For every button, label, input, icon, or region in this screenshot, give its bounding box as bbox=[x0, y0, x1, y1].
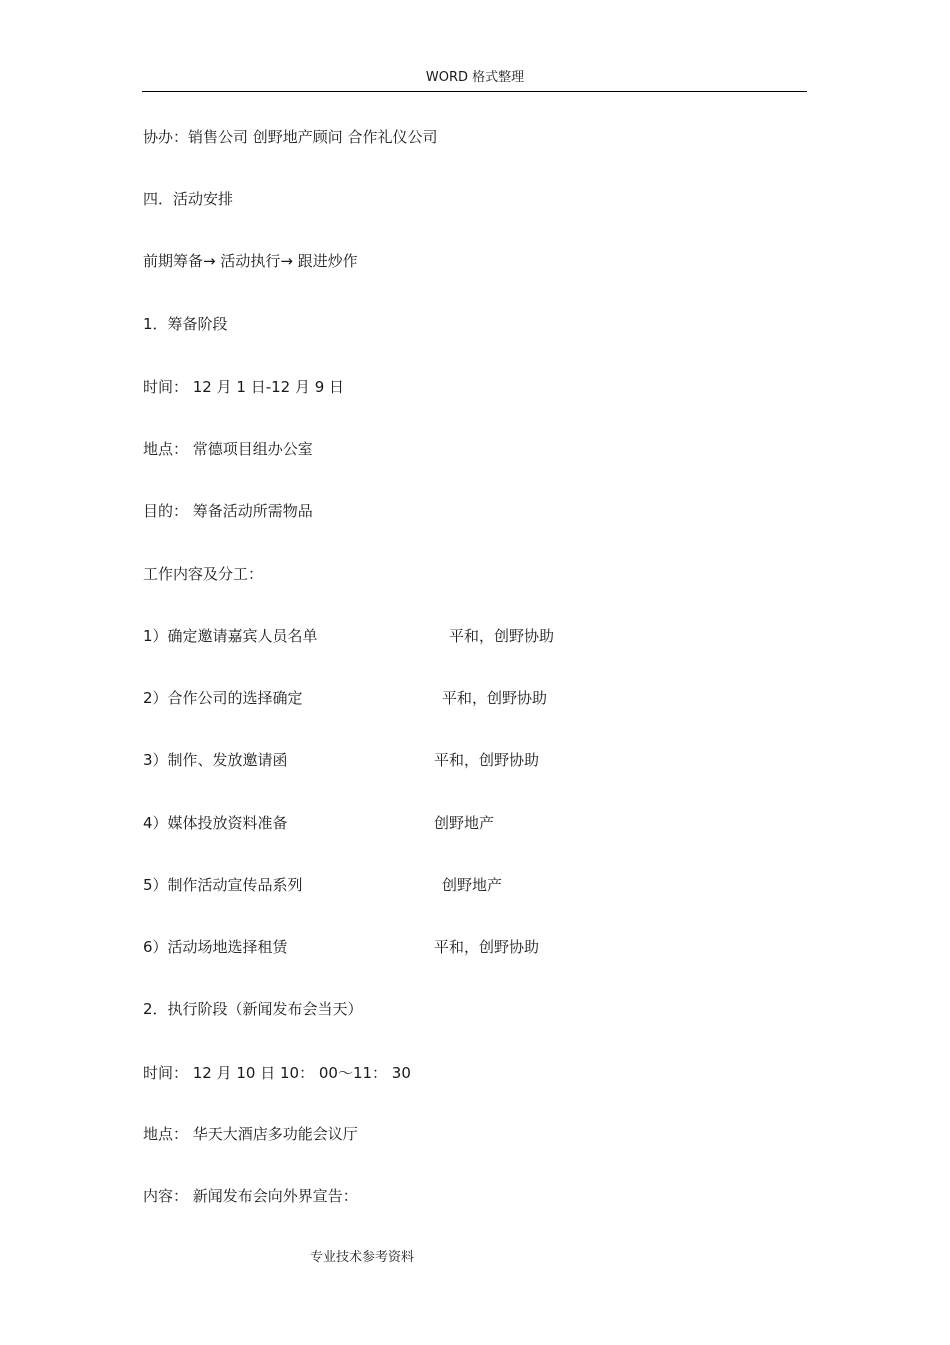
preparation-purpose: 目的： 筹备活动所需物品 bbox=[143, 502, 313, 520]
task-item: 4）媒体投放资料准备 bbox=[143, 814, 288, 832]
execution-content: 内容： 新闻发布会向外界宣告： bbox=[143, 1187, 358, 1205]
work-content-heading: 工作内容及分工： bbox=[143, 565, 264, 583]
section-heading-activity: 四．活动安排 bbox=[143, 190, 234, 208]
task-owner: 创野地产 bbox=[434, 814, 495, 832]
process-flow-line: 前期筹备→ 活动执行→ 跟进炒作 bbox=[143, 252, 358, 270]
task-owner: 平和，创野协助 bbox=[442, 689, 548, 707]
task-item: 2）合作公司的选择确定 bbox=[143, 689, 303, 707]
task-owner: 平和，创野协助 bbox=[434, 938, 540, 956]
task-item: 6）活动场地选择租赁 bbox=[143, 938, 288, 956]
task-item: 1）确定邀请嘉宾人员名单 bbox=[143, 627, 318, 645]
subsection-heading-execution: 2．执行阶段（新闻发布会当天） bbox=[143, 1000, 363, 1018]
subsection-heading-preparation: 1．筹备阶段 bbox=[143, 315, 228, 333]
execution-location: 地点： 华天大酒店多功能会议厅 bbox=[143, 1125, 358, 1143]
task-item: 3）制作、发放邀请函 bbox=[143, 751, 288, 769]
header-rule bbox=[142, 91, 807, 92]
task-owner: 平和，创野协助 bbox=[449, 627, 555, 645]
task-owner: 创野地产 bbox=[442, 876, 503, 894]
task-owner: 平和，创野协助 bbox=[434, 751, 540, 769]
preparation-location: 地点： 常德项目组办公室 bbox=[143, 440, 313, 458]
preparation-time: 时间： 12 月 1 日-12 月 9 日 bbox=[143, 378, 345, 396]
co-organizer-line: 协办：销售公司 创野地产顾问 合作礼仪公司 bbox=[143, 128, 438, 146]
page-footer: 专业技术参考资料 bbox=[310, 1250, 415, 1265]
task-item: 5）制作活动宣传品系列 bbox=[143, 876, 303, 894]
header-title: WORD 格式整理 bbox=[425, 70, 525, 85]
execution-time: 时间： 12 月 10 日 10： 00～11： 30 bbox=[143, 1064, 411, 1082]
